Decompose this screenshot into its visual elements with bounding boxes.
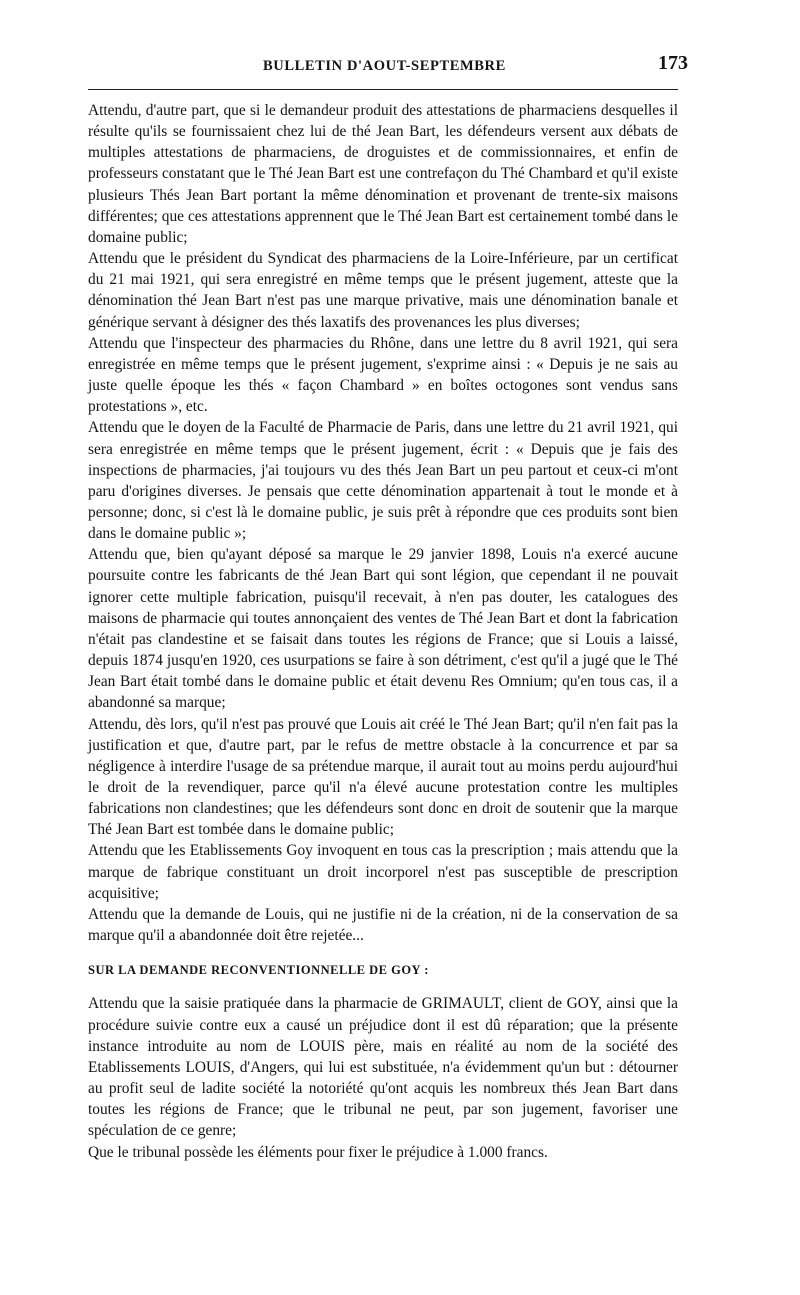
paragraph: Attendu que la demande de Louis, qui ne justifie ni de la création, ni de la conservation de sa marque qu'il a abandonnée doit être rejetée... — [88, 905, 678, 945]
section-heading: SUR LA DEMANDE RECONVENTIONNELLE DE GOY : — [88, 963, 429, 978]
header-rule — [88, 89, 678, 90]
paragraph: Attendu que la saisie pratiquée dans la pharmacie de GRIMAULT, client de GOY, ainsi que la procédure suivie contre eux a causé un préjudice dont il est dû réparation; que la présente instance introduite au nom de LOUIS père, mais en réalité au nom de la société des Etablissements LOUIS, d'Angers, qui lui est substituée, n'a évidemment qu'un but : détourner au profit seul de ladite société la notoriété qu'ont acquis les nombreux thés Jean Bart dans toutes les régions de France; que le tribunal ne peut, par son jugement, favoriser une spéculation de ce genre; — [88, 995, 678, 1140]
paragraph: Attendu que le président du Syndicat des pharmaciens de la Loire-Inférieure, par un certificat du 21 mai 1921, qui sera enregistré en même temps que le présent jugement, atteste que la dénomination thé Jean Bart n'est pas une marque privative, mais une dénomination banale et générique servant à désigner des thés laxatifs des provenances les plus diverses; — [88, 250, 678, 331]
paragraph: Attendu que, bien qu'ayant déposé sa marque le 29 janvier 1898, Louis n'a exercé aucune poursuite contre les fabricants de thé Jean Bart qui sont légion, que cependant il ne pouvait ignorer cette multiple fabrication, puisqu'il recevait, à n'en pas douter, les catalogues des maisons de pharmacie qui toutes annonçaient des ventes de Thé Jean Bart et dont la fabrication n'était pas clandestine et se faisait dans toutes les régions de France; que si Louis a laissé, depuis 1874 jusqu'en 1920, ces usurpations se faire à son détriment, c'est qu'il a jugé que le Thé Jean Bart était tombé dans le domaine public et était devenu Res Omnium; qu'en tous cas, il a abandonné sa marque; — [88, 546, 678, 712]
paragraph: Attendu, d'autre part, que si le demandeur produit des attestations de pharmaciens desquelles il résulte qu'ils se fournissaient chez lui de thé Jean Bart, les défendeurs versent aux débats de multiples attestations de pharmaciens, de droguistes et de commissionnaires, et enfin de professeurs constatant que le Thé Jean Bart est une contrefaçon du Thé Chambard et qu'il existe plusieurs Thés Jean Bart portant la même dénomination et provenant de trente-six maisons différentes; que ces attestations apprennent que le Thé Jean Bart est certainement tombé dans le domaine public; — [88, 102, 678, 246]
paragraph: Attendu, dès lors, qu'il n'est pas prouvé que Louis ait créé le Thé Jean Bart; qu'il n'en fait pas la justification et que, d'autre part, par le refus de mettre obstacle à la concurrence et par sa négligence à interdire l'usage de sa prétendue marque, il aurait tout au moins perdu aujourd'hui le droit de la revendiquer, parce qu'il n'a élevé aucune protestation contre les multiples fabrications non clandestines; que les défendeurs sont donc en droit de soutenir que la marque Thé Jean Bart est tombée dans le domaine public; — [88, 715, 678, 839]
paragraph: Attendu que les Etablissements Goy invoquent en tous cas la prescription ; mais attendu que la marque de fabrique constituant un droit incorporel n'est pas susceptible de prescription acquisitive; — [88, 842, 678, 902]
paragraph: Attendu que le doyen de la Faculté de Pharmacie de Paris, dans une lettre du 21 avril 1921, qui sera enregistrée en même temps que le présent jugement, écrit : « Depuis que je fais des inspections de pharmacies, j'ai toujours vu des thés Jean Bart un peu partout et ceux-ci m'ont paru d'origines diverses. Je pensais que cette dénomination appartenait à tout le monde et à personne; donc, si c'est là le domaine public, je suis prêt à répondre que ces produits sont bien dans le domaine public »; — [88, 419, 678, 543]
paragraph: Que le tribunal possède les éléments pour fixer le préjudice à 1.000 francs. — [88, 1143, 548, 1161]
page-header — [88, 52, 688, 78]
body-text — [88, 100, 678, 1163]
paragraph: Attendu que l'inspecteur des pharmacies du Rhône, dans une lettre du 8 avril 1921, qui sera enregistrée en même temps que le présent jugement, s'exprime ainsi : « Depuis je ne sais au juste quelle époque les thés « façon Chambard » en boîtes octogones sont vendus sans protestations », etc. — [88, 334, 678, 416]
running-head: BULLETIN D'AOUT-SEPTEMBRE — [263, 58, 506, 74]
page-number: 173 — [658, 52, 688, 74]
